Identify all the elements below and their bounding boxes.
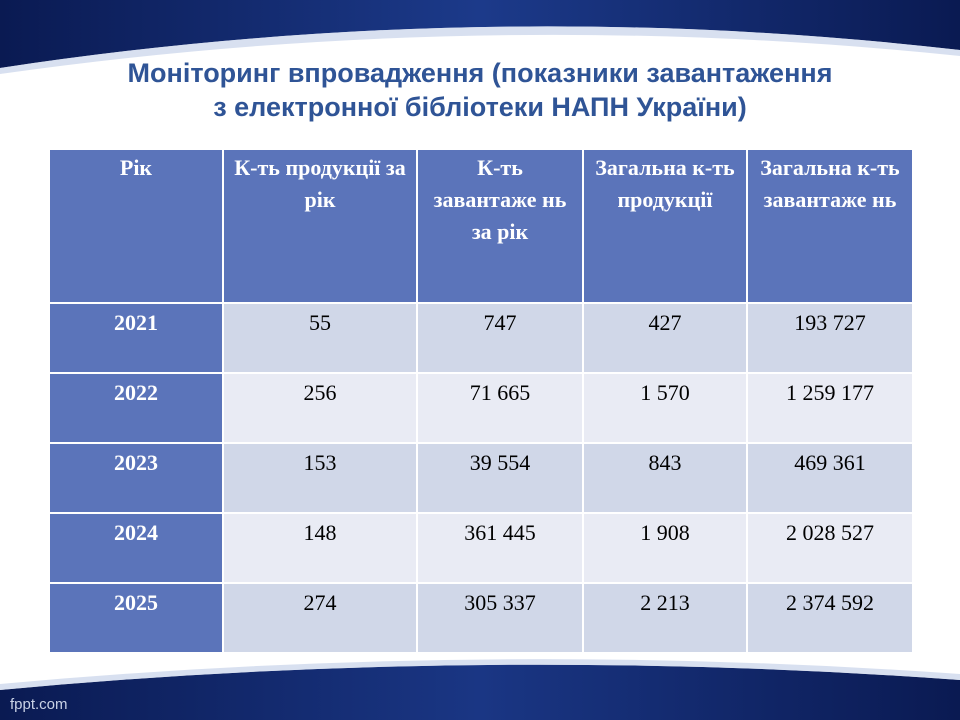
table-row: [49, 583, 913, 653]
table-row: [49, 513, 913, 583]
cell-total-products: 1 908: [583, 513, 747, 583]
cell-year: 2025: [49, 583, 223, 653]
table-row: [49, 443, 913, 513]
cell-products-per-year: 55: [223, 303, 417, 373]
cell-products-per-year: 148: [223, 513, 417, 583]
cell-total-products: 1 570: [583, 373, 747, 443]
footer-watermark: fppt.com: [10, 696, 68, 713]
cell-total-products: 2 213: [583, 583, 747, 653]
slide-title-line-1: Моніторинг впровадження (показники завантаження: [127, 58, 833, 88]
cell-total-downloads: 469 361: [747, 443, 913, 513]
cell-downloads-per-year: 305 337: [417, 583, 583, 653]
header-total-downloads: Загальна к-ть завантаже нь: [747, 149, 913, 303]
cell-year: 2022: [49, 373, 223, 443]
header-downloads-per-year: К-ть завантаже нь за рік: [417, 149, 583, 303]
cell-total-products: 843: [583, 443, 747, 513]
cell-year: 2021: [49, 303, 223, 373]
header-products-per-year: К-ть продукції за рік: [223, 149, 417, 303]
cell-total-downloads: 1 259 177: [747, 373, 913, 443]
header-year: Рік: [49, 149, 223, 303]
cell-products-per-year: 274: [223, 583, 417, 653]
download-stats-table: [48, 148, 914, 654]
table-row: [49, 303, 913, 373]
cell-downloads-per-year: 747: [417, 303, 583, 373]
cell-total-downloads: 2 374 592: [747, 583, 913, 653]
cell-products-per-year: 153: [223, 443, 417, 513]
cell-year: 2023: [49, 443, 223, 513]
cell-downloads-per-year: 361 445: [417, 513, 583, 583]
cell-total-downloads: 2 028 527: [747, 513, 913, 583]
slide-title-line-2: з електронної бібліотеки НАПН України): [213, 92, 747, 122]
table-row: [49, 373, 913, 443]
cell-year: 2024: [49, 513, 223, 583]
cell-downloads-per-year: 71 665: [417, 373, 583, 443]
slide-title: [40, 56, 920, 124]
cell-products-per-year: 256: [223, 373, 417, 443]
cell-total-products: 427: [583, 303, 747, 373]
table-header-row: [49, 149, 913, 303]
header-total-products: Загальна к-ть продукції: [583, 149, 747, 303]
cell-total-downloads: 193 727: [747, 303, 913, 373]
cell-downloads-per-year: 39 554: [417, 443, 583, 513]
